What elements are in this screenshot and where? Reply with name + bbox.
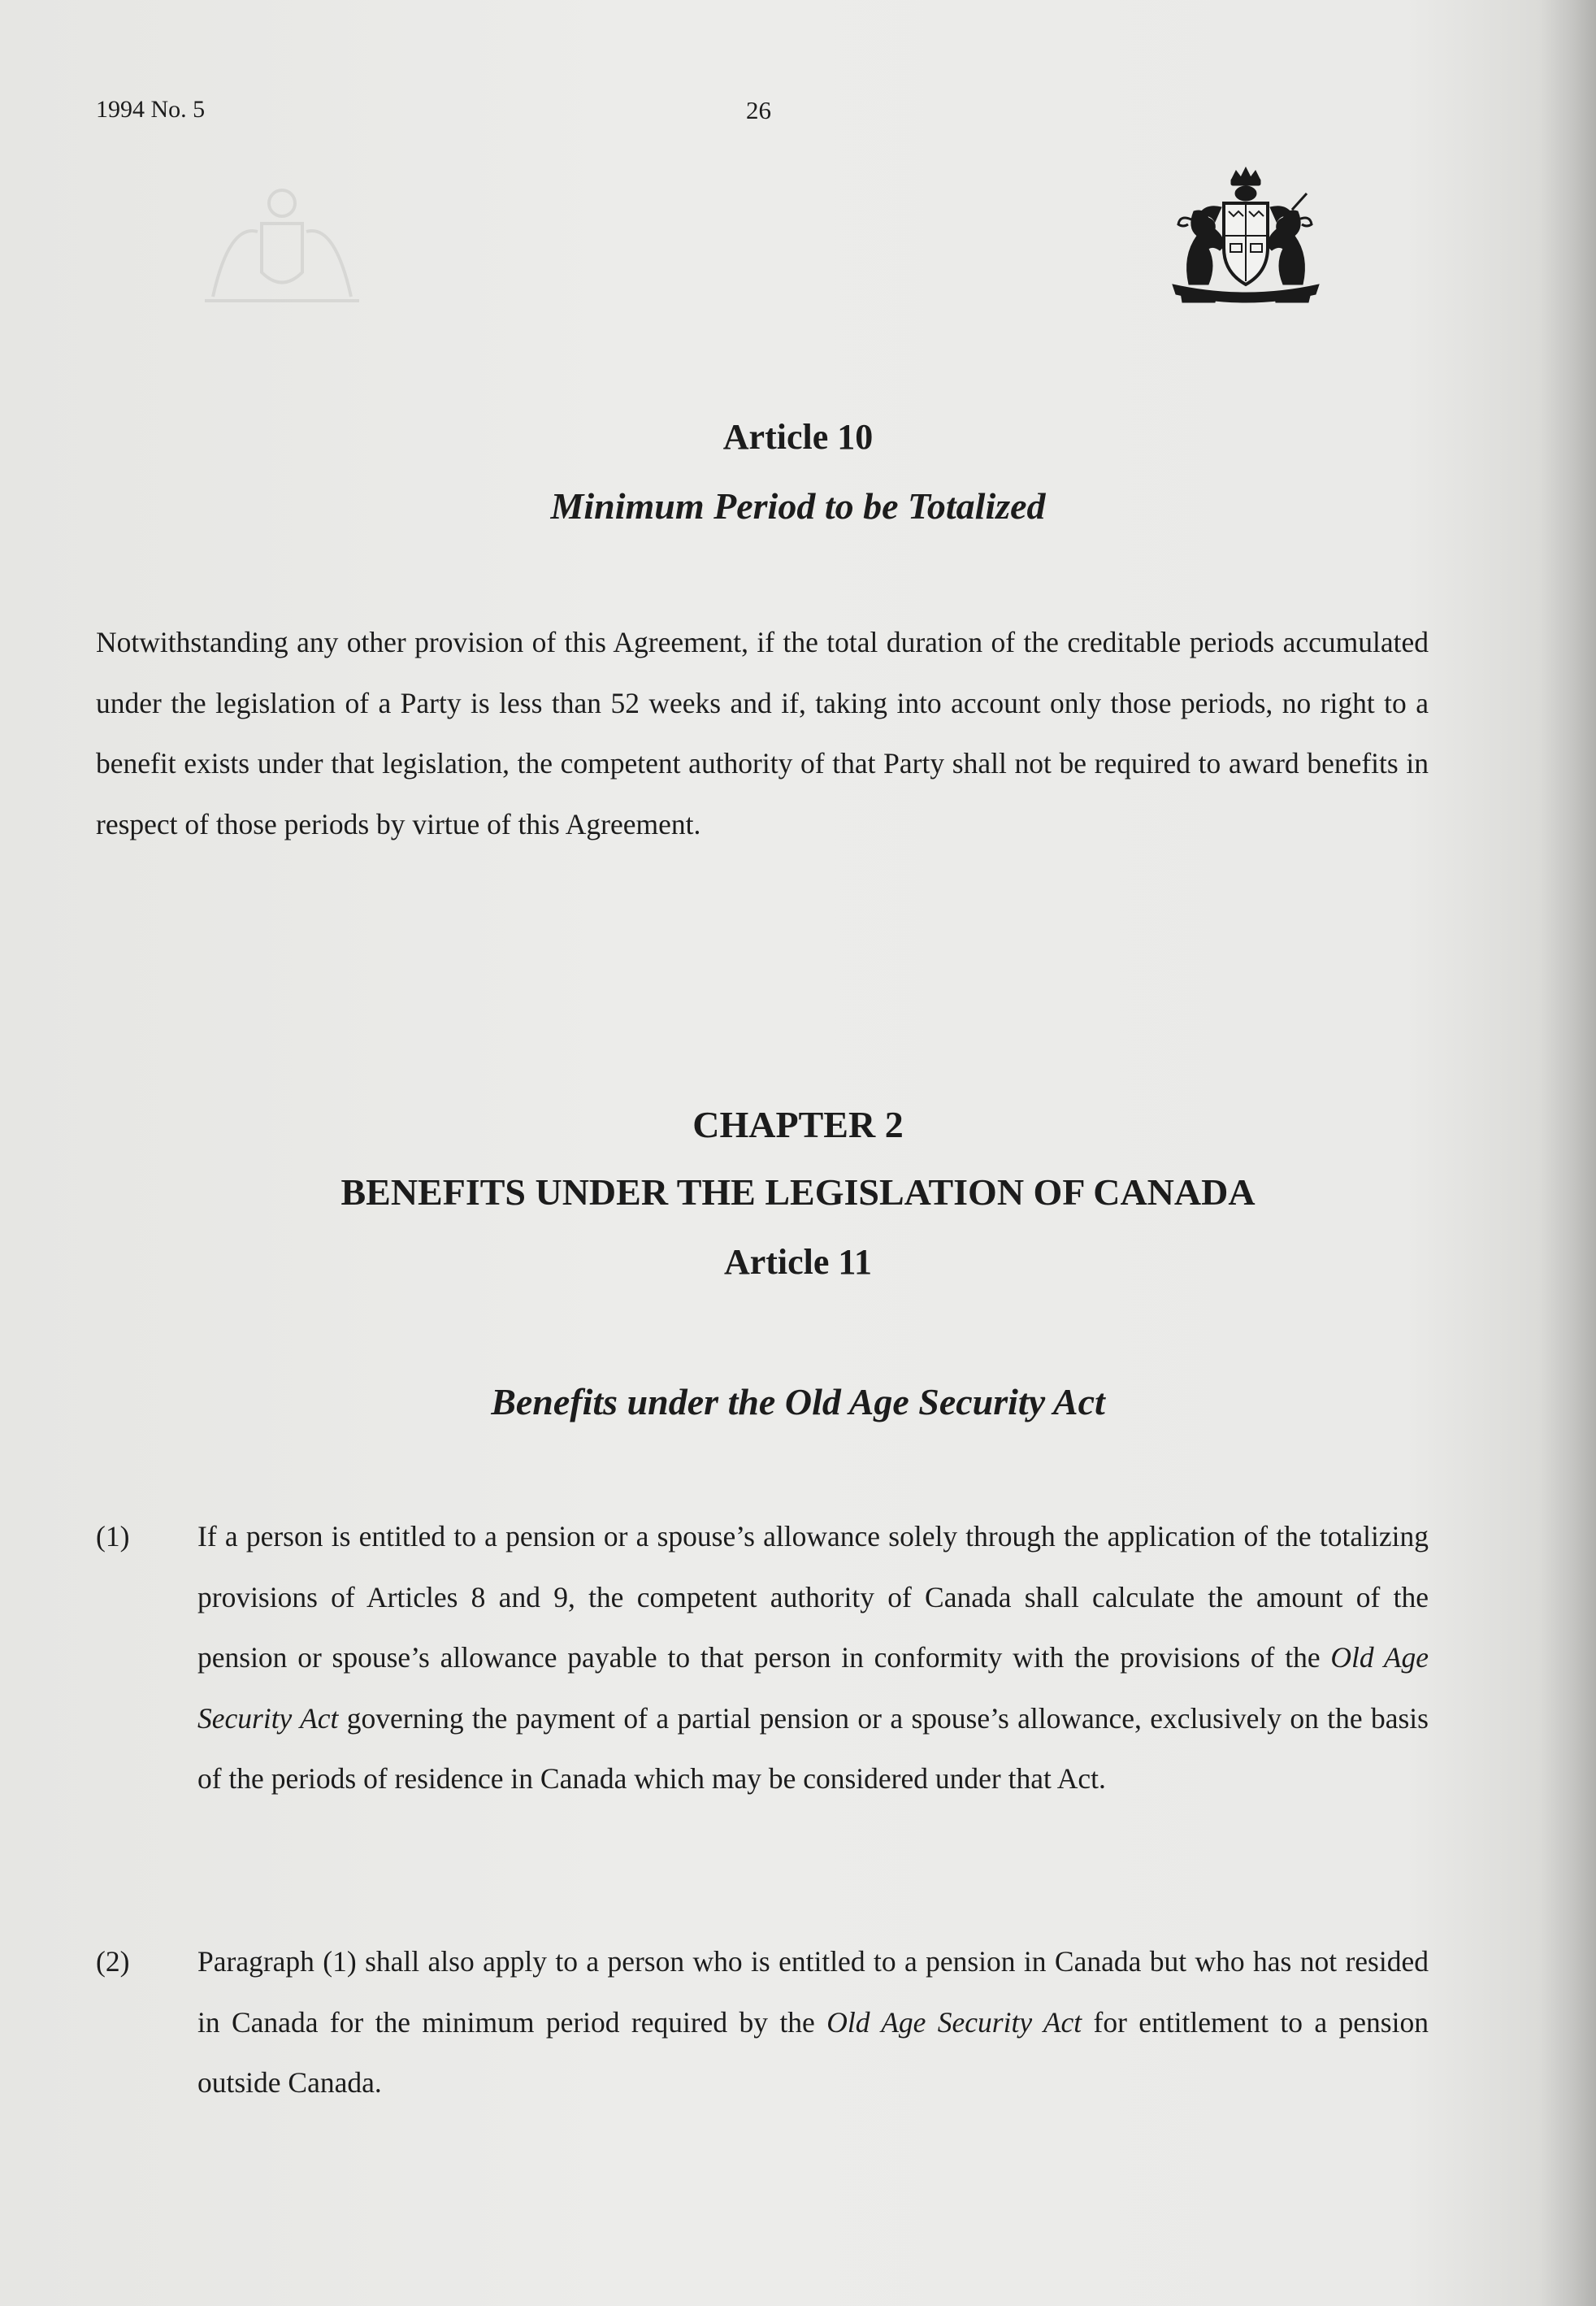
ghost-crest-icon bbox=[180, 175, 384, 317]
article-10-body: Notwithstanding any other provision of this Agreement, if the total duration of the creditable periods accumulated under the legislation of a Party is less than 52 weeks and if, taking into account only those periods, no right to a benefit exists under that legislation, the competent authority of that Party shall not be required to award benefits in respect of those periods by virtue of this Agreement. bbox=[96, 626, 1429, 840]
article-10-title: Minimum Period to be Totalized bbox=[550, 485, 1046, 527]
paragraph-2-text bbox=[197, 1931, 1429, 2113]
paragraph-2-act-name: Old Age Security Act bbox=[826, 2005, 1082, 2039]
article-10-heading: Article 10 bbox=[722, 417, 874, 457]
paragraph-1-text-b: governing the payment of a partial pension or a spouse’s allowance, exclusively on the basis of the periods of residence in Canada which may be considered under that Act. bbox=[197, 1701, 1429, 1795]
paragraph-1-text bbox=[197, 1506, 1429, 1809]
royal-coat-of-arms-icon bbox=[1144, 163, 1347, 305]
chapter-title: BENEFITS UNDER THE LEGISLATION OF CANADA bbox=[340, 1171, 1256, 1213]
act-number: 1994 No. 5 bbox=[96, 96, 206, 123]
paragraph-2-text-a: Paragraph (1) shall also apply to a person who is entitled to a pension in Canada but who has not resided in Canada for the minimum period required by the bbox=[197, 1945, 1429, 2039]
paragraph-1-text-a: If a person is entitled to a pension or a spouse’s allowance solely through the application of the totalizing provisions of Articles 8 and 9, the competent authority of Canada shall calculate the amount of the pension or spouse’s allowance payable to that person in conformity with the provisions of the bbox=[197, 1520, 1429, 1674]
paragraph-2-text-b: for entitlement to a pension outside Canada. bbox=[197, 2005, 1429, 2099]
page-number: 26 bbox=[746, 96, 771, 124]
chapter-heading: CHAPTER 2 bbox=[692, 1104, 904, 1145]
article-11-title: Benefits under the Old Age Security Act bbox=[491, 1381, 1105, 1422]
article-11-heading: Article 11 bbox=[723, 1242, 873, 1282]
paragraph-1-act-name: Old Age Security Act bbox=[197, 1641, 1429, 1735]
paragraph-2-number: (2) bbox=[96, 1945, 130, 1978]
binding-shadow bbox=[1539, 0, 1596, 2306]
paragraph-1-number: (1) bbox=[96, 1520, 130, 1553]
